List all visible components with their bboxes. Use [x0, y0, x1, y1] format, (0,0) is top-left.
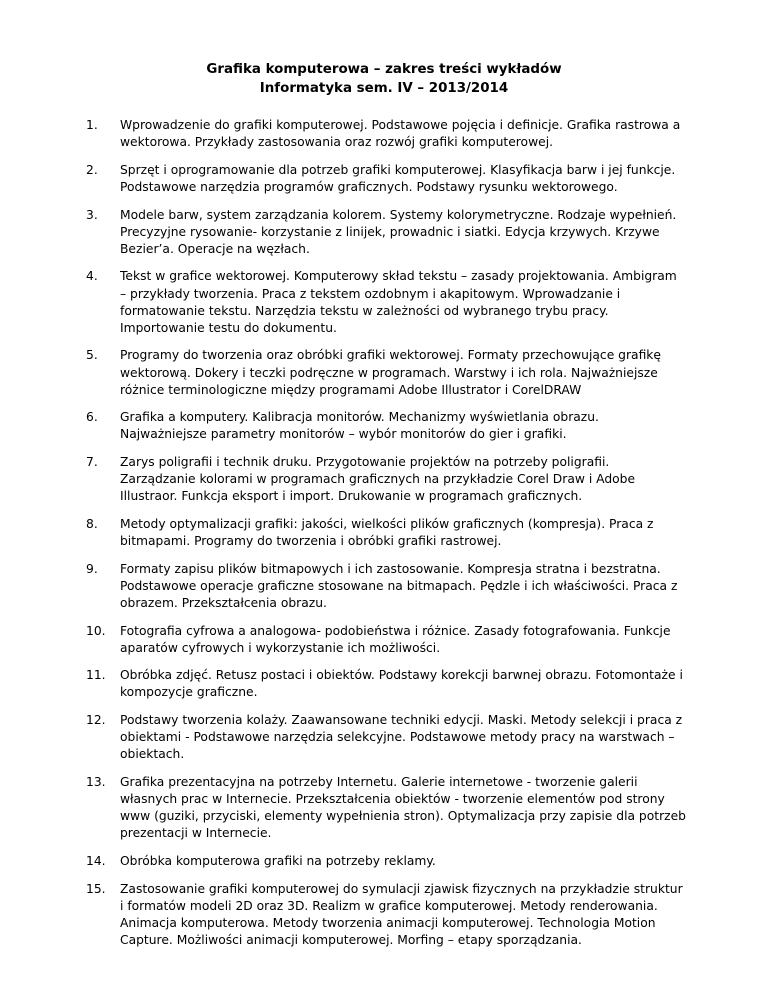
list-item	[86, 712, 686, 763]
list-item	[86, 774, 686, 842]
item-number: 8.	[86, 516, 98, 531]
list-item	[86, 881, 686, 949]
item-number: 9.	[86, 561, 98, 576]
item-text: Programy do tworzenia oraz obróbki grafiki wektorowej. Formaty przechowujące grafikę wektorową. Dokery i teczki podręczne w programach. Warstwy i ich rola. Najważniejsze różnice terminologiczne między programami Adobe Illustrator i CorelDRAW	[120, 348, 661, 397]
item-number: 10.	[86, 623, 106, 638]
item-text: Grafika prezentacyjna na potrzeby Internetu. Galerie internetowe - tworzenie galerii własnych prac w Internecie. Przekształcenia obiektów - tworzenie elementów pod strony www (guziki, przyciski, elementy wypełnienia stron). Optymalizacja przy zapisie dla potrzeb prezentacji w Internecie.	[120, 775, 686, 841]
item-number: 14.	[86, 854, 106, 868]
item-text: Formaty zapisu plików bitmapowych i ich zastosowanie. Kompresja stratna i bezstratna. Podstawowe operacje graficzne stosowane na bitmapach. Pędzle i ich właściwości. Praca z obrazem. Przekształcenia obrazu.	[120, 561, 678, 610]
item-number: 3.	[86, 207, 98, 222]
list-item	[86, 667, 686, 701]
item-text: Grafika a komputery. Kalibracja monitorów. Mechanizmy wyświetlania obrazu. Najważniejsze parametry monitorów – wybór monitorów do gier i grafiki.	[120, 410, 599, 442]
item-text: Podstawy tworzenia kolaży. Zaawansowane techniki edycji. Maski. Metody selekcji i praca z obiektami - Podstawowe narzędzia selekcyjne. Podstawowe metody pracy na warstwach – obiektach.	[120, 713, 683, 762]
lecture-topics-list	[86, 117, 686, 960]
list-item	[86, 207, 686, 258]
item-number: 7.	[86, 455, 98, 470]
list-item	[86, 409, 686, 443]
item-number: 13.	[86, 775, 106, 790]
item-text: Tekst w grafice wektorowej. Komputerowy skład tekstu – zasady projektowania. Ambigram – przykłady tworzenia. Praca z tekstem ozdobnym i akapitowym. Wprowadzanie i formatowanie tekstu. Narzędzia tekstu w zależności od wybranego trybu pracy. Importowanie testu do dokumentu.	[120, 269, 677, 335]
item-text: Obróbka zdjęć. Retusz postaci i obiektów. Podstawy korekcji barwnej obrazu. Fotomontaże i kompozycje graficzne.	[120, 668, 683, 700]
document-subtitle: Informatyka sem. IV – 2013/2014	[259, 81, 509, 96]
list-item	[86, 117, 686, 151]
item-number: 2.	[86, 162, 98, 177]
list-item	[86, 516, 686, 550]
item-number: 5.	[86, 348, 98, 363]
list-item	[86, 454, 686, 505]
item-text: Zastosowanie grafiki komputerowej do symulacji zjawisk fizycznych na przykładzie struktur i formatów modeli 2D oraz 3D. Realizm w grafice komputerowej. Metody renderowania. Animacja komputerowa. Metody tworzenia animacji komputerowej. Technologia Motion Capture. Możliwości animacji komputerowej. Morfing – etapy sporządzania.	[120, 881, 683, 947]
list-item	[86, 623, 686, 657]
list-item	[86, 347, 686, 398]
list-item	[86, 162, 686, 196]
item-number: 6.	[86, 410, 98, 425]
item-number: 1.	[86, 118, 98, 132]
list-item	[86, 268, 686, 336]
list-item	[86, 853, 686, 870]
document-header	[0, 60, 768, 98]
item-text: Modele barw, system zarządzania kolorem. Systemy kolorymetryczne. Rodzaje wypełnień. Precyzyjne rysowanie- korzystanie z linijek, prowadnic i siatki. Edycja krzywych. Krzywe Bezier’a. Operacje na węzłach.	[120, 207, 677, 256]
item-text: Sprzęt i oprogramowanie dla potrzeb grafiki komputerowej. Klasyfikacja barw i jej funkcje. Podstawowe narzędzia programów graficznych. Podstawy rysunku wektorowego.	[120, 162, 676, 194]
item-number: 12.	[86, 713, 106, 728]
item-number: 15.	[86, 881, 106, 896]
list-item	[86, 561, 686, 612]
item-text: Wprowadzenie do grafiki komputerowej. Podstawowe pojęcia i definicje. Grafika rastrowa a wektorowa. Przykłady zastosowania oraz rozwój grafiki komputerowej.	[120, 118, 681, 150]
item-text: Zarys poligrafii i technik druku. Przygotowanie projektów na potrzeby poligrafii. Zarządzanie kolorami w programach graficznych na przykładzie Corel Draw i Adobe Illustraor. Funkcja eksport i import. Drukowanie w programach graficznych.	[120, 455, 636, 504]
item-number: 11.	[86, 668, 106, 683]
item-number: 4.	[86, 269, 98, 284]
item-text: Fotografia cyfrowa a analogowa- podobieństwa i różnice. Zasady fotografowania. Funkcje aparatów cyfrowych i wykorzystanie ich możliwości.	[120, 623, 671, 655]
document-title: Grafika komputerowa – zakres treści wykładów	[206, 62, 562, 77]
item-text: Obróbka komputerowa grafiki na potrzeby reklamy.	[120, 854, 436, 868]
item-text: Metody optymalizacji grafiki: jakości, wielkości plików graficznych (kompresja). Praca z bitmapami. Programy do tworzenia i obróbki grafiki rastrowej.	[120, 516, 654, 549]
